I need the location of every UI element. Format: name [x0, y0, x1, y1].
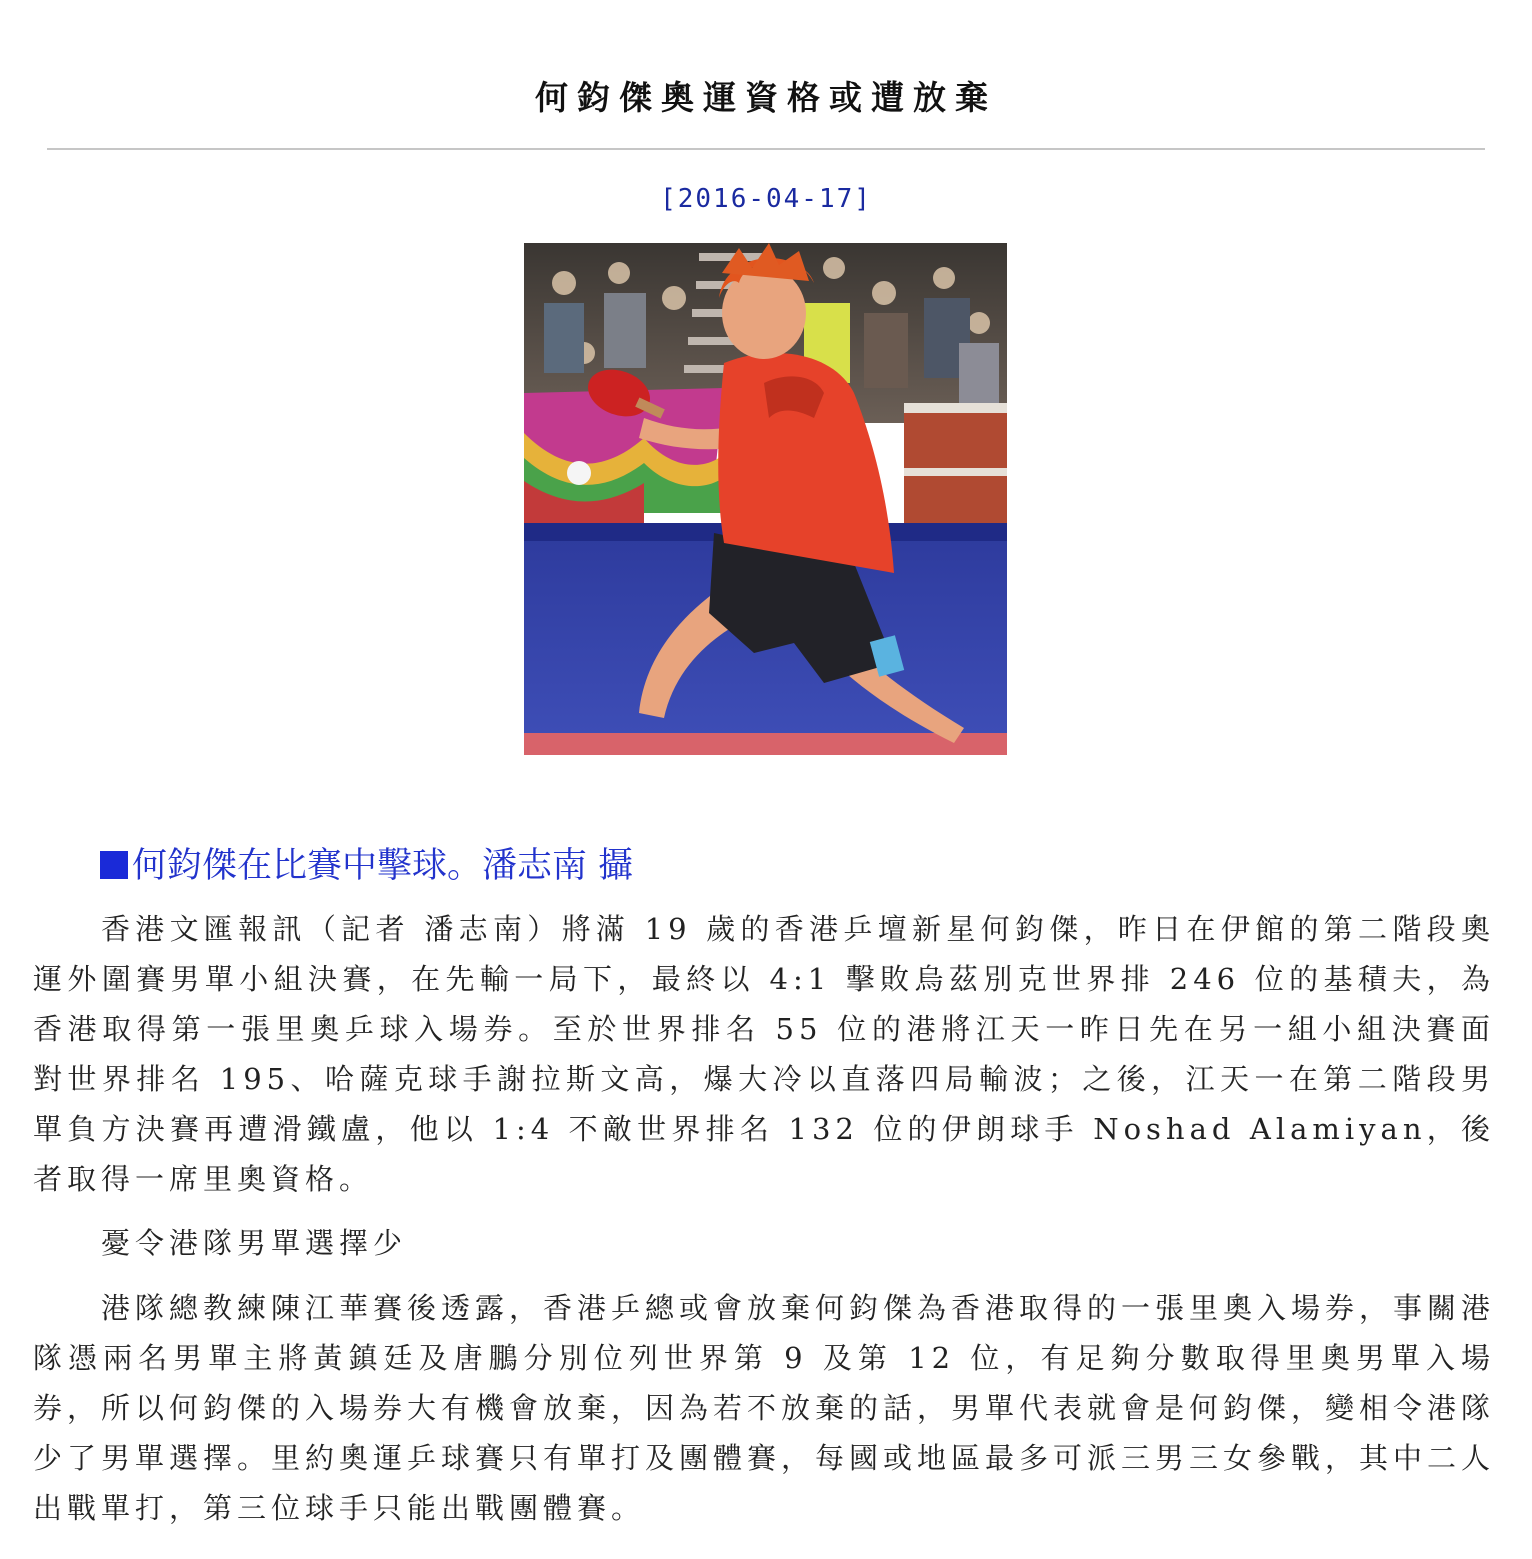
title-divider — [47, 148, 1485, 150]
caption-square-icon — [100, 851, 128, 879]
article-paragraph-1: 香港文匯報訊（記者 潘志南）將滿 19 歲的香港乒壇新星何鈞傑，昨日在伊館的第二階段奧運外圍賽男單小組決賽，在先輸一局下，最終以 4:1 擊敗烏茲別克世界排 246 位的基積夫，為香港取得第一張里奧乒球入場券。至於世界排名 55 位的港將江天一昨日先在另一組小組決賽面對世界排名 195、哈薩克球手謝拉斯文高，爆大冷以直落四局輸波；之後，江天一在第二階段男單負方決賽再遭滑鐵盧，他以 1:4 不敵世界排名 132 位的伊朗球手 Noshad Alamiyan，後者取得一席里奧資格。 — [33, 912, 1495, 1196]
article-title: 何鈞傑奧運資格或遭放棄 — [535, 78, 997, 117]
photo-caption — [100, 838, 633, 888]
article-subheading: 憂令港隊男單選擇少 — [101, 1226, 408, 1260]
caption-text: 何鈞傑在比賽中擊球。潘志南 攝 — [132, 846, 634, 886]
article-paragraph-2: 港隊總教練陳江華賽後透露，香港乒總或會放棄何鈞傑為香港取得的一張里奧入場券，事關港隊憑兩名男單主將黃鎮廷及唐鵬分別位列世界第 9 及第 12 位，有足夠分數取得里奧男單入場券，所以何鈞傑的入場券大有機會放棄，因為若不放棄的話，男單代表就會是何鈞傑，變相令港隊少了男單選擇。里約奧運乒球賽只有單打及團體賽，每國或地區最多可派三男三女參戰，其中二人出戰單打，第三位球手只能出戰團體賽。 — [33, 1291, 1496, 1525]
article-date: [2016-04-17] — [660, 184, 872, 214]
article-photo — [524, 243, 1007, 755]
